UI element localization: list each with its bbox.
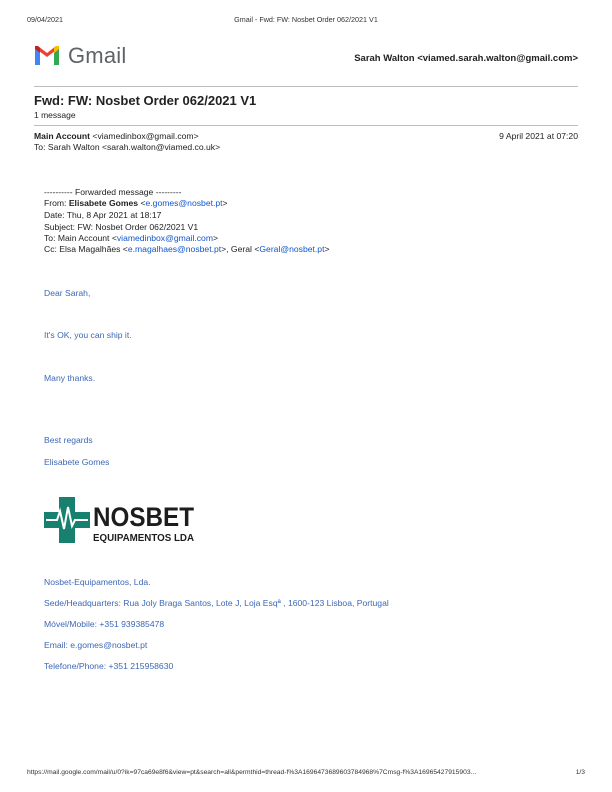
body-thanks: Many thanks. <box>44 373 96 383</box>
forward-to: To: Main Account <viamedinbox@gmail.com> <box>44 233 219 243</box>
forward-sender-email-link[interactable]: e.gomes@nosbet.pt <box>145 198 223 208</box>
sender-name: Main Account <box>34 131 91 141</box>
body-regards: Best regards <box>44 435 93 445</box>
nosbet-logo <box>44 496 196 544</box>
forward-separator: ---------- Forwarded message --------- <box>44 187 182 197</box>
forward-date: Date: Thu, 8 Apr 2021 at 18:17 <box>44 210 162 220</box>
body-signoff-name: Elisabete Gomes <box>44 457 110 467</box>
sender-email: <viamedinbox@gmail.com> <box>92 131 199 141</box>
signature-email: Email: e.gomes@nosbet.pt <box>44 640 148 650</box>
forward-cc: Cc: Elsa Magalhães <e.magalhaes@nosbet.pt>, Geral <Geral@nosbet.pt> <box>44 244 330 254</box>
signature-phone: Telefone/Phone: +351 215958630 <box>44 661 174 671</box>
logo-brand: NOSBET <box>93 502 195 532</box>
print-page-number: 1/3 <box>575 769 585 776</box>
print-url: https://mail.google.com/mail/u/0?ik=97ca69e8f6&view=pt&search=all&permthid=thread-f%3A1696473689603784968%7Cmsg-f%3A16965427915903... <box>27 769 477 776</box>
gmail-wordmark: Gmail <box>68 43 127 68</box>
divider <box>34 125 578 126</box>
divider <box>34 86 578 87</box>
medical-cross-icon <box>44 497 90 543</box>
thread-subject: Fwd: FW: Nosbet Order 062/2021 V1 <box>34 93 257 108</box>
signature-company: Nosbet-Equipamentos, Lda. <box>44 577 151 587</box>
account-label: Sarah Walton <viamed.sarah.walton@gmail.com> <box>354 53 578 64</box>
print-title: Gmail - Fwd: FW: Nosbet Order 062/2021 V1 <box>234 15 378 24</box>
print-date: 09/04/2021 <box>27 15 63 24</box>
signature-address: Sede/Headquarters: Rua Joly Braga Santos, Lote J, Loja Esqª , 1600-123 Lisboa, Portugal <box>44 598 389 608</box>
forward-from: From: Elisabete Gomes <e.gomes@nosbet.pt> <box>44 198 228 208</box>
body-greeting: Dear Sarah, <box>44 288 91 298</box>
forward-to-email-link[interactable]: viamedinbox@gmail.com <box>116 233 213 243</box>
body-line: It's OK, you can ship it. <box>44 330 132 340</box>
forward-sender-name: Elisabete Gomes <box>68 198 139 208</box>
gmail-logo-icon <box>34 44 60 66</box>
message-to: To: Sarah Walton <sarah.walton@viamed.co.uk> <box>34 142 221 152</box>
cc-email-link-2[interactable]: Geral@nosbet.pt <box>259 244 325 254</box>
forward-subject: Subject: FW: Nosbet Order 062/2021 V1 <box>44 222 199 232</box>
message-from <box>34 131 199 141</box>
cc-email-link-1[interactable]: e.magalhaes@nosbet.pt <box>127 244 222 254</box>
message-date: 9 April 2021 at 07:20 <box>499 131 578 141</box>
logo-tagline: EQUIPAMENTOS LDA <box>93 533 194 544</box>
message-count: 1 message <box>34 110 76 120</box>
signature-mobile: Móvel/Mobile: +351 939385478 <box>44 619 165 629</box>
